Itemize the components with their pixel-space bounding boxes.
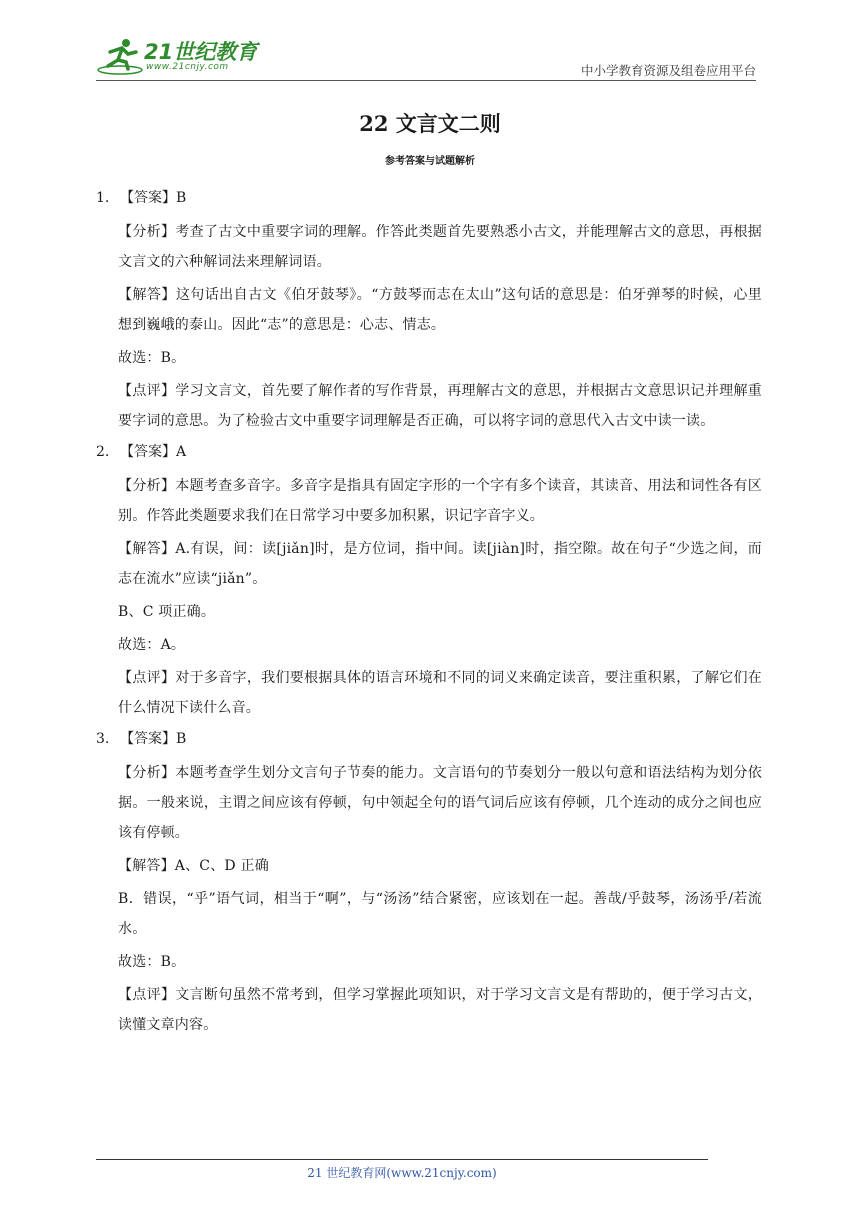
- question-item: [96, 183, 762, 437]
- choice-paragraph: 故选：A。: [118, 637, 186, 653]
- question-number: 3.: [96, 731, 110, 747]
- question-answer-line: [96, 724, 762, 756]
- page-header: [96, 34, 756, 80]
- page-title: 22 文言文二则: [359, 111, 501, 136]
- platform-name: 中小学教育资源及组卷应用平台: [580, 63, 756, 78]
- answer-label: 【答案】A: [120, 444, 187, 460]
- answer-label: 【答案】B: [120, 731, 187, 747]
- solution-paragraph: 【解答】A、C、D 正确: [118, 858, 269, 874]
- solution-paragraph: 【解答】这句话出自古文《伯牙鼓琴》。“方鼓琴而志在太山”这句话的意思是：伯牙弹琴的时候，心里想到巍峨的泰山。因此“志”的意思是：心志、情志。: [118, 287, 762, 333]
- comment-paragraph: 【点评】对于多音字，我们要根据具体的语言环境和不同的词义来确定读音，要注重积累，了解它们在什么情况下读什么音。: [118, 670, 762, 716]
- footer-link[interactable]: 21 世纪教育网(www.21cnjy.com): [307, 1166, 497, 1180]
- comment-paragraph: 【点评】文言断句虽然不常考到，但学习掌握此项知识，对于学习文言文是有帮助的，便于学习古文，读懂文章内容。: [118, 987, 762, 1033]
- question-number: 2.: [96, 444, 110, 460]
- answer-label: 【答案】B: [120, 190, 187, 206]
- analysis-paragraph: 【分析】考查了古文中重要字词的理解。作答此类题首先要熟悉小古文，并能理解古文的意思，再根据文言文的六种解词法来理解词语。: [118, 224, 762, 270]
- analysis-paragraph: 【分析】本题考查学生划分文言句子节奏的能力。文言语句的节奏划分一般以句意和语法结构为划分依据。一般来说，主谓之间应该有停顿，句中领起全句的语气词后应该有停顿，几个连动的成分之间也应该有停顿。: [118, 765, 762, 841]
- analysis-paragraph: 【分析】本题考查多音字。多音字是指具有固定字形的一个字有多个读音，其读音、用法和词性各有区别。作答此类题要求我们在日常学习中要多加积累，识记字音字义。: [118, 478, 762, 524]
- question-answer-line: [96, 437, 762, 469]
- footer-divider: [96, 1159, 708, 1160]
- logo-text: 21世纪教育: [144, 40, 258, 64]
- choice-paragraph: 故选：B。: [118, 350, 186, 366]
- solution-note-paragraph: B、C 项正确。: [118, 604, 216, 620]
- page-subtitle: 参考答案与试题解析: [385, 156, 475, 167]
- runner-logo-icon: [96, 36, 144, 76]
- question-item: [96, 724, 762, 1041]
- choice-paragraph: 故选：B。: [118, 954, 186, 970]
- solution-paragraph: 【解答】A.有误，间：读[jiǎn]时，是方位词，指中间。读[jiàn]时，指空隙。故在句子“少选之间，而志在流水”应读“jiǎn”。: [118, 541, 762, 587]
- logo-url: www.21cnjy.com: [146, 62, 229, 72]
- question-number: 1.: [96, 190, 110, 206]
- comment-paragraph: 【点评】学习文言文，首先要了解作者的写作背景，再理解古文的意思，并根据古文意思识记并理解重要字词的意思。为了检验古文中重要字词理解是否正确，可以将字词的意思代入古文中读一读。: [118, 383, 762, 429]
- answer-list: [96, 183, 762, 1041]
- header-divider: [96, 80, 756, 81]
- question-answer-line: [96, 183, 762, 215]
- question-item: [96, 437, 762, 724]
- site-logo[interactable]: [96, 34, 266, 78]
- solution-note-paragraph: B．错误，“乎”语气词，相当于“啊”，与“汤汤”结合紧密，应该划在一起。善哉/乎鼓琴，汤汤乎/若流水。: [118, 891, 762, 937]
